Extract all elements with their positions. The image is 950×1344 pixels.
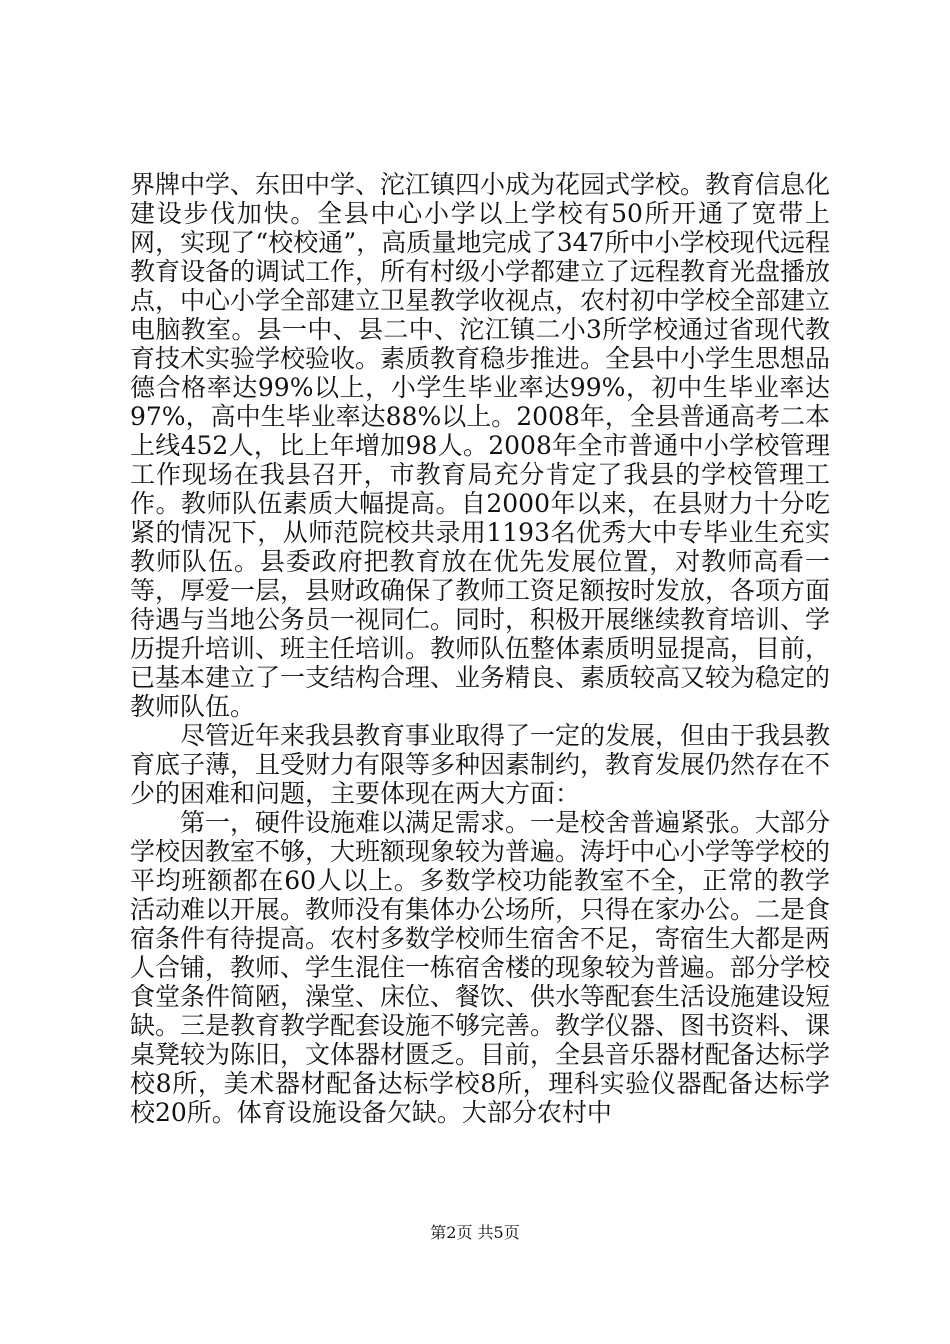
body-text [130,170,830,1127]
paragraph-2: 尽管近年来我县教育事业取得了一定的发展，但由于我县教育底子薄，且受财力有限等多种因素制约，教育发展仍然存在不少的困难和问题，主要体现在两大方面： [130,721,831,808]
page-footer: 第2页 共5页 [430,1223,520,1242]
paragraph-3: 第一，硬件设施难以满足需求。一是校舍普遍紧张。大部分学校因教室不够，大班额现象较为普遍。涛圩中心小学等学校的平均班额都在60人以上。多数学校功能教室不全，正常的教学活动难以开展。教师没有集体办公场所，只得在家办公。二是食宿条件有待提高。农村多数学校师生宿舍不足，寄宿生大都是两人合铺，教师、学生混住一栋宿舍楼的现象较为普遍。部分学校食堂条件简陋，澡堂、床位、餐饮、供水等配套生活设施建设短缺。三是教育教学配套设施不够完善。教学仪器、图书资料、课桌凳较为陈旧，文体器材匮乏。目前，全县音乐器材配备达标学校8所，美术器材配备达标学校8所，理科实验仪器配备达标学校20所。体育设施设备欠缺。大部分农村中 [130,808,831,1127]
paragraph-1: 界牌中学、东田中学、沱江镇四小成为花园式学校。教育信息化建设步伐加快。全县中心小学以上学校有50所开通了宽带上网，实现了“校校通”，高质量地完成了347所中小学校现代远程教育设备的调试工作，所有村级小学都建立了远程教育光盘播放点，中心小学全部建立卫星教学收视点，农村初中学校全部建立电脑教室。县一中、县二中、沱江镇二小3所学校通过省现代教育技术实验学校验收。素质教育稳步推进。全县中小学生思想品德合格率达99%以上，小学生毕业率达99%，初中生毕业率达97%，高中生毕业率达88%以上。2008年，全县普通高考二本上线452人，比上年增加98人。2008年全市普通中小学校管理工作现场在我县召开，市教育局充分肯定了我县的学校管理工作。教师队伍素质大幅提高。自2000年以来，在县财力十分吃紧的情况下，从师范院校共录用1193名优秀大中专毕业生充实教师队伍。县委政府把教育放在优先发展位置，对教师高看一等，厚爱一层，县财政确保了教师工资足额按时发放，各项方面待遇与当地公务员一视同仁。同时，积极开展继续教育培训、学历提升培训、班主任培训。教师队伍整体素质明显提高，目前，已基本建立了一支结构合理、业务精良、素质较高又较为稳定的教师队伍。 [130,170,831,721]
